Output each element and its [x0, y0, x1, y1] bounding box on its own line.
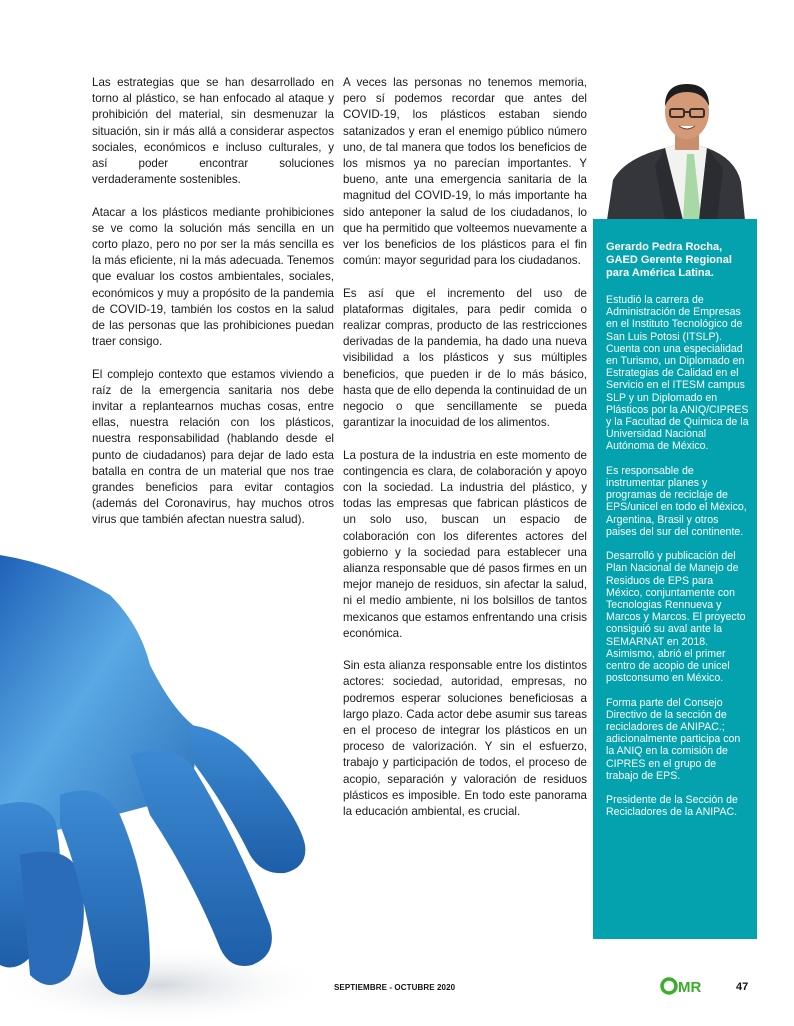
article-column-2: [343, 75, 587, 836]
bio-paragraph: Desarrolló y publicación del Plan Nacional de Manejo de Residuos de EPS para México, conjuntamente con Tecnologias Rennueva y Marcos y Marcos. El proyecto consiguió su aval ante la SEMARNAT en 2018. Asimismo, abrió el primer centro de acopio de unicel postconsumo en México.: [606, 550, 746, 685]
article-paragraph: A veces las personas no tenemos memoria, pero sí podemos recordar que antes del COVID-19, los plásticos estaban siendo satanizados y eran el enemigo público número uno, de tal manera que todos los beneficios de los mismos ya no parecían importantes. Y bueno, ante una emergencia sanitaria de la magnitud del COVID-19, lo más importante ha sido anteponer la salud de los ciudadanos, lo que ha permitido que volteemos nuevamente a ver los beneficios de los plásticos para el fin común: mayor seguridad para los ciudadanos.: [343, 76, 587, 268]
blue-glove-image: [0, 555, 330, 1021]
article-paragraph: El complejo contexto que estamos viviendo a raíz de la emergencia sanitaria nos debe invitar a replantearnos muchas cosas, entre ellas, nuestra relación con los plásticos, nuestra responsabilidad (hablando desde el punto de ciudadanos) para dejar de lado esta batalla en contra de un material que nos trae grandes beneficios para evitar contagios (además del Coronavirus, hay muchos otros virus que también afectan nuestra salud).: [92, 367, 334, 527]
issue-date: SEPTIEMBRE - OCTUBRE 2020: [334, 983, 456, 992]
article-paragraph: Atacar a los plásticos mediante prohibiciones se ve como la solución más sencilla en un corto plazo, pero no por ser la más sencilla es la más eficiente, ni la más adecuada. Tenemos que evaluar los costos ambientales, sociales, económicos y muy a propósito de la pandemia de COVID-19, también los costos en la salud de las personas que las prohibiciones puedan traer consigo.: [92, 205, 334, 349]
author-bio-box: [593, 219, 757, 939]
bio-paragraph: Forma parte del Consejo Directivo de la sección de recicladores de ANIPAC.; adicionalmente participa con la ANIQ en la comisión de CIPRES en el grupo de trabajo de EPS.: [606, 696, 741, 782]
article-paragraph: Sin esta alianza responsable entre los distintos actores: sociedad, autoridad, empresas, no podremos esperar soluciones beneficiosas a largo plazo. Cada actor debe asumir sus tareas en el proceso de integrar los plásticos en un proceso de valorización. Y sin el esfuerzo, trabajo y participación de todos, el proceso de acopio, separación y valoración de residuos plásticos es imposible. En todo este panorama la educación ambiental, es crucial.: [343, 659, 587, 819]
author-name: Gerardo Pedra Rocha, GAED Gerente Regional para América Latina.: [606, 241, 732, 279]
bio-paragraph: Estudió la carrera de Administración de Empresas en el Instituto Tecnológico de San Luis Potosi (ITSLP). Cuenta con una especialidad en Turismo, un Diplomado en Estrategias de Calidad en el Servicio en el ITESM campus SLP y un Diplomado en Plásticos por la ANIQ/CIPRES y la Facultad de Quimica de la Universidad Nacional Autónoma de México.: [606, 294, 749, 453]
article-paragraph: La postura de la industria en este momento de contingencia es clara, de colaboración y apoyo con la sociedad. La industria del plástico, y todas las empresas que fabrican plásticos de un solo uso, buscan un espacio de colaboración con los diferentes actores del gobierno y la sociedad para establecer una alianza responsable que dé pasos firmes en un mejor manejo de residuos, sin afectar la salud, ni el medio ambiente, ni los bolsillos de tantos mexicanos que estamos enfrentando una crisis económica.: [343, 448, 587, 640]
page-number: 47: [736, 981, 749, 993]
omr-logo: [660, 976, 708, 996]
svg-text:MR: MR: [678, 979, 702, 996]
author-photo: [595, 70, 775, 220]
article-paragraph: Las estrategias que se han desarrollado en torno al plástico, se han enfocado al ataque y prohibición del material, sin desmenuzar la situación, sin ir más allá a considerar aspectos sociales, económicos e incluso culturales, y así poder encontrar soluciones verdaderamente sostenibles.: [92, 76, 334, 187]
bio-paragraph: Es responsable de instrumentar planes y programas de reciclaje de EPS/unicel en todo el México, Argentina, Brasil y otros paises del sur del continente.: [606, 464, 747, 538]
bio-paragraph: Presidente de la Sección de Recicladores de la ANIPAC.: [606, 794, 738, 819]
article-column-1: [92, 75, 334, 545]
article-paragraph: Es así que el incremento del uso de plataformas digitales, para pedir comida o realizar compras, producto de las restricciones derivadas de la pandemia, ha dado una nueva visibilidad a los plásticos y sus múltiples beneficios, que pueden ir de lo más básico, hasta que de ello dependa la continuidad de un negocio o que sencillamente se pueda garantizar la inocuidad de los alimentos.: [343, 286, 587, 430]
